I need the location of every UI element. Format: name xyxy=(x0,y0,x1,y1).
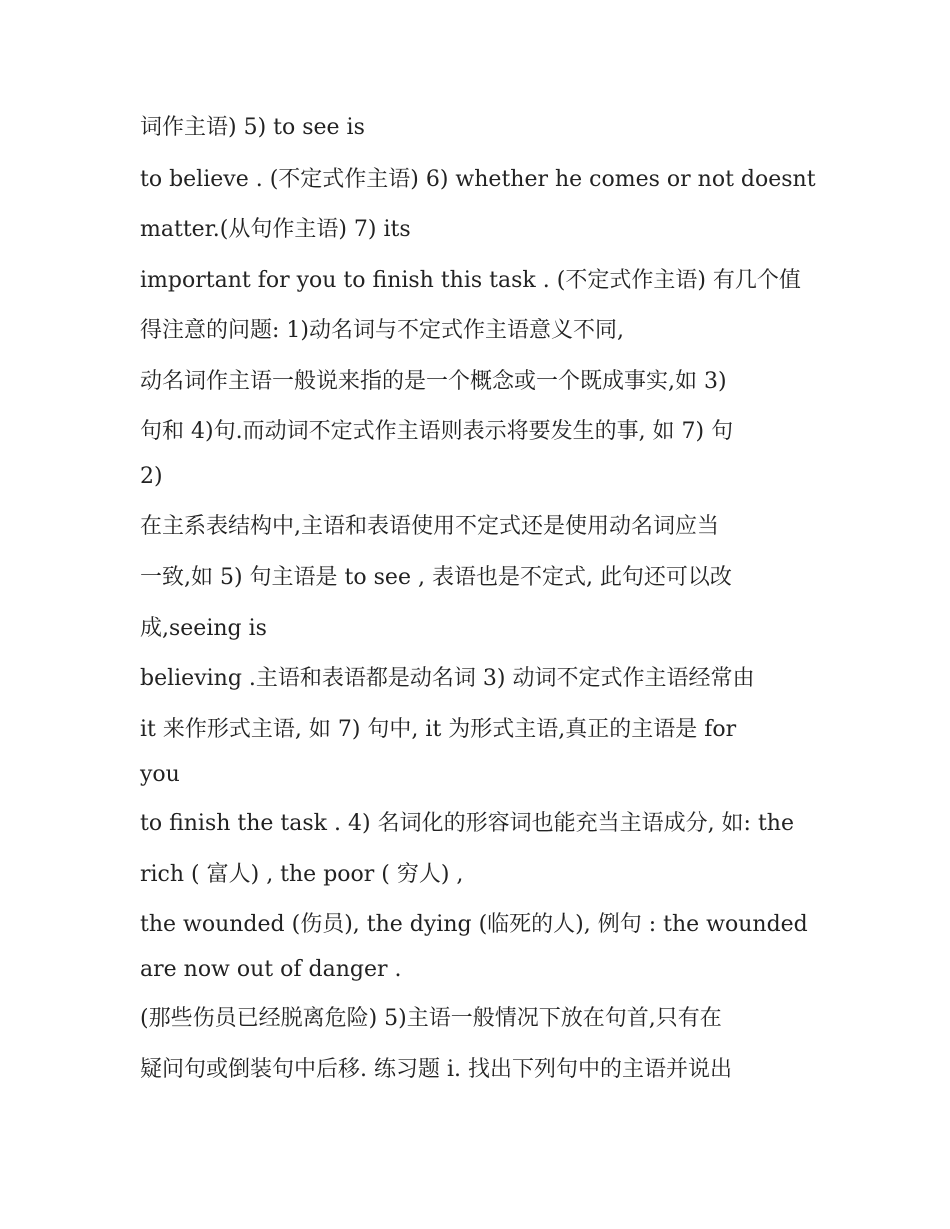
text-line: believing .主语和表语都是动名词 3) 动词不定式作主语经常由 xyxy=(140,666,755,691)
text-line: 成,seeing is xyxy=(140,616,267,641)
text-line: 一致,如 5) 句主语是 to see , 表语也是不定式, 此句还可以改 xyxy=(140,565,732,590)
text-line: you xyxy=(140,762,180,787)
text-line: to believe . (不定式作主语) 6) whether he comes or not doesnt xyxy=(140,167,816,192)
text-line: important for you to finish this task . (不定式作主语) 有几个值 xyxy=(140,268,801,293)
text-line: rich ( 富人) , the poor ( 穷人) , xyxy=(140,862,464,887)
text-line: 在主系表结构中,主语和表语使用不定式还是使用动名词应当 xyxy=(140,514,719,539)
text-line: the wounded (伤员), the dying (临死的人), 例句 : the wounded xyxy=(140,912,808,937)
text-line: to finish the task . 4) 名词化的形容词也能充当主语成分, 如: the xyxy=(140,811,794,836)
text-line: 词作主语) 5) to see is xyxy=(140,115,365,140)
text-line: 2) xyxy=(140,464,163,489)
text-line: are now out of danger . xyxy=(140,957,402,982)
text-line: it 来作形式主语, 如 7) 句中, it 为形式主语,真正的主语是 for xyxy=(140,717,737,742)
text-line: 疑问句或倒装句中后移. 练习题 i. 找出下列句中的主语并说出 xyxy=(140,1057,733,1082)
text-line: 句和 4)句.而动词不定式作主语则表示将要发生的事, 如 7) 句 xyxy=(140,419,734,444)
text-line: matter.(从句作主语) 7) its xyxy=(140,217,411,242)
text-line: 得注意的问题: 1)动名词与不定式作主语意义不同, xyxy=(140,318,624,343)
text-line: (那些伤员已经脱离危险) 5)主语一般情况下放在句首,只有在 xyxy=(140,1006,722,1031)
text-line: 动名词作主语一般说来指的是一个概念或一个既成事实,如 3) xyxy=(140,369,727,394)
